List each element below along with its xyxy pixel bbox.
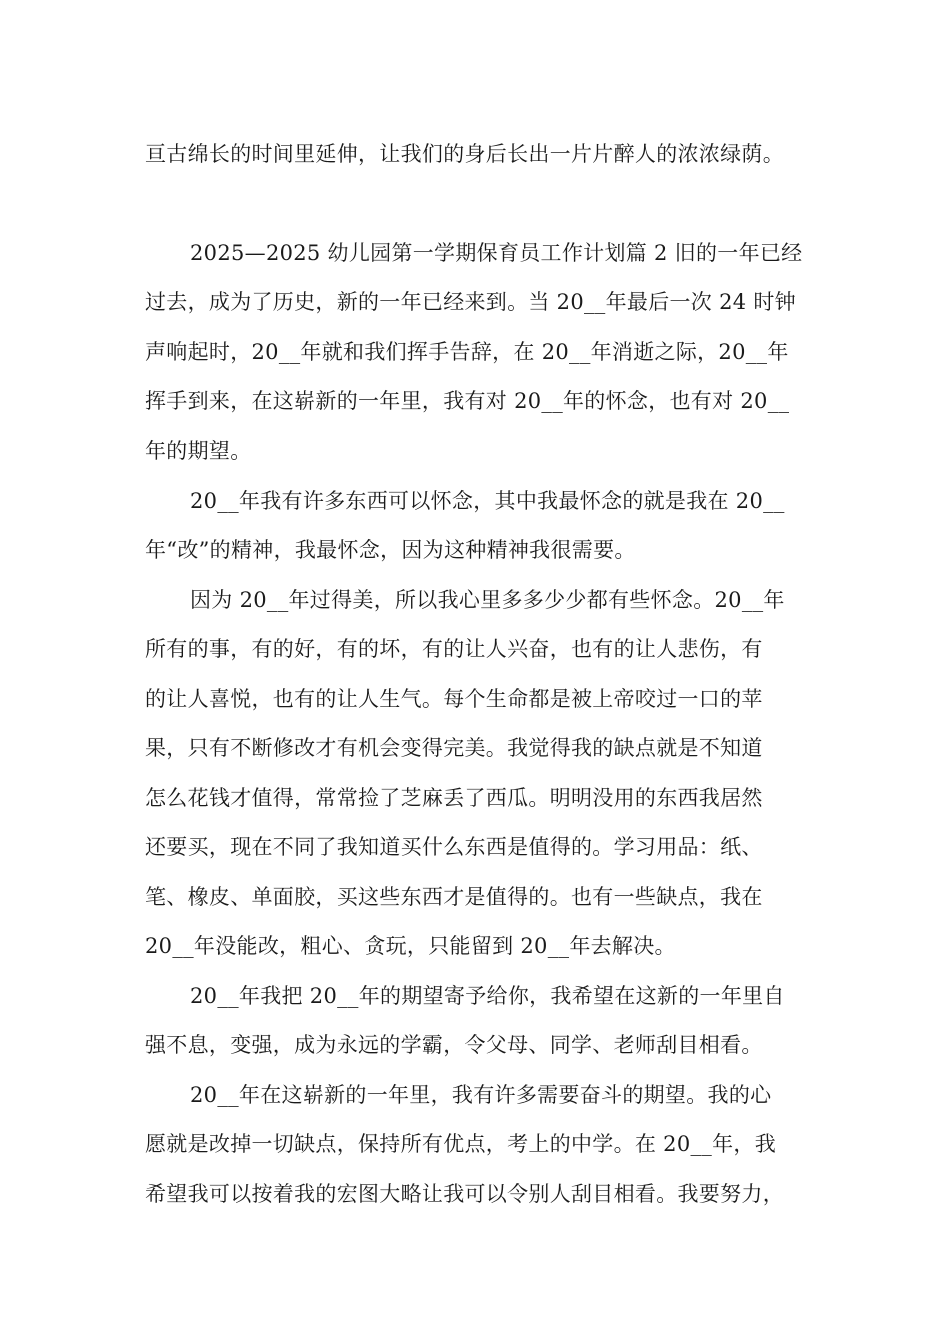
text-line-13: 怎么花钱才值得，常常捡了芝麻丢了西瓜。明明没用的东西我居然	[145, 786, 763, 810]
text-line-17: 20__年我把 20__年的期望寄予给你，我希望在这新的一年里自	[190, 984, 785, 1008]
text-line-3: 过去，成为了历史，新的一年已经来到。当 20__年最后一次 24 时钟	[145, 290, 796, 314]
text-line-1: 亘古绵长的时间里延伸，让我们的身后长出一片片醉人的浓浓绿荫。	[145, 142, 784, 166]
text-line-11: 的让人喜悦，也有的让人生气。每个生命都是被上帝咬过一口的苹	[145, 687, 763, 711]
text-line-16: 20__年没能改，粗心、贪玩，只能留到 20__年去解决。	[145, 934, 676, 958]
text-line-2: 2025—2025 幼儿园第一学期保育员工作计划篇 2 旧的一年已经	[190, 241, 803, 265]
text-line-18: 强不息，变强，成为永远的学霸，令父母、同学、老师刮目相看。	[145, 1033, 763, 1057]
text-line-5: 挥手到来，在这崭新的一年里，我有对 20__年的怀念，也有对 20__	[145, 389, 790, 413]
text-line-21: 希望我可以按着我的宏图大略让我可以令别人刮目相看。我要努力，	[145, 1182, 784, 1206]
text-line-8: 年“改”的精神，我最怀念，因为这种精神我很需要。	[145, 538, 636, 562]
text-line-15: 笔、橡皮、单面胶，买这些东西才是值得的。也有一些缺点，我在	[145, 885, 763, 909]
text-line-19: 20__年在这崭新的一年里，我有许多需要奋斗的期望。我的心	[190, 1083, 772, 1107]
text-line-12: 果，只有不断修改才有机会变得完美。我觉得我的缺点就是不知道	[145, 736, 763, 760]
text-line-9: 因为 20__年过得美，所以我心里多多少少都有些怀念。20__年	[190, 588, 785, 612]
text-line-20: 愿就是改掉一切缺点，保持所有优点，考上的中学。在 20__年，我	[145, 1132, 776, 1156]
text-line-4: 声响起时，20__年就和我们挥手告辞，在 20__年消逝之际，20__年	[145, 340, 789, 364]
text-line-10: 所有的事，有的好，有的坏，有的让人兴奋，也有的让人悲伤，有	[145, 637, 763, 661]
text-line-14: 还要买，现在不同了我知道买什么东西是值得的。学习用品：纸、	[145, 835, 763, 859]
text-line-7: 20__年我有许多东西可以怀念，其中我最怀念的就是我在 20__	[190, 489, 785, 513]
text-line-6: 年的期望。	[145, 439, 252, 463]
